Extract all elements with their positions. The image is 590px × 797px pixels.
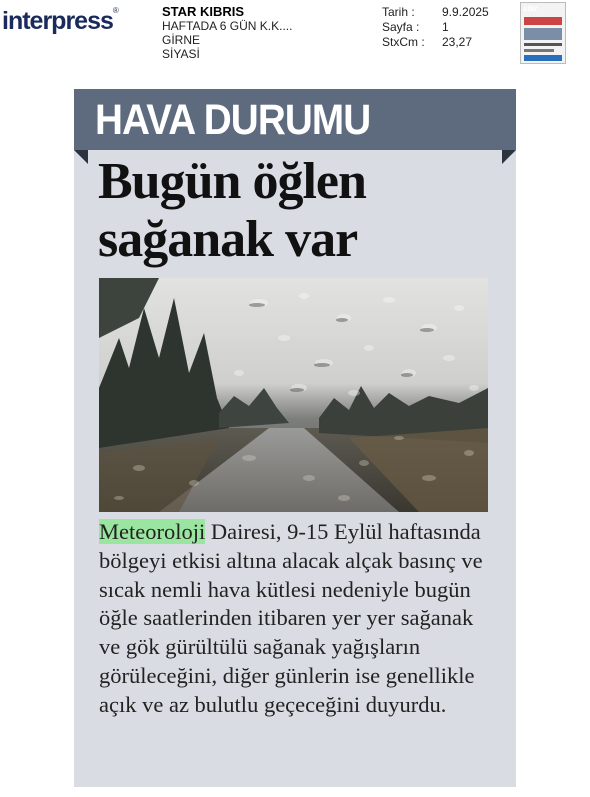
thumbnail-title: star <box>523 4 538 13</box>
meta-value: 9.9.2025 <box>442 5 489 19</box>
meta-row-page <box>382 20 489 35</box>
meta-row-stxcm <box>382 35 489 50</box>
meta-value: 23,27 <box>442 35 473 49</box>
headline-line: sağanak var <box>98 211 358 268</box>
article-body <box>99 518 494 720</box>
band-fold-right <box>502 150 516 164</box>
headline-line: Bugün öğlen <box>98 153 366 210</box>
clip-meta <box>382 5 489 50</box>
thumbnail-line <box>524 49 554 52</box>
thumbnail-photo <box>524 28 562 40</box>
meta-label: Tarih : <box>382 5 415 19</box>
meta-label: StxCm : <box>382 35 425 49</box>
publication-frequency: HAFTADA 6 GÜN K.K.... <box>162 19 293 33</box>
rainy-windshield-photo <box>99 278 488 512</box>
meta-label: Sayfa : <box>382 20 420 34</box>
article-headline <box>98 153 498 269</box>
section-title: HAVA DURUMU <box>95 96 371 144</box>
thumbnail-line <box>524 43 562 46</box>
logo-text: interpress <box>2 7 113 35</box>
photo-svg <box>99 278 488 512</box>
body-text: Dairesi, 9-15 Eylül haftasında bölgeyi etkisi altına alacak alçak basınç ve sıcak nemli hava kütlesi nedeniyle bugün öğle saatlerinden itibaren yer yer sağanak ve gök gürültülü sağanak yağışların görüleceğini, diğer günlerin ise genellikle açık ve az bulutlu geçeceğini duyurdu. <box>99 519 483 717</box>
thumbnail-block <box>524 17 562 25</box>
highlighted-keyword: Meteoroloji <box>99 519 206 544</box>
publication-info <box>162 5 292 61</box>
publication-city: GİRNE <box>162 33 201 47</box>
interpress-logo <box>2 6 126 36</box>
publication-category: SİYASİ <box>162 47 200 61</box>
thumbnail-block <box>524 55 562 61</box>
page-thumbnail[interactable] <box>520 2 566 64</box>
publication-name: STAR KIBRIS <box>162 4 245 19</box>
meta-row-date <box>382 5 489 20</box>
band-fold-left <box>74 150 88 164</box>
registered-mark: ® <box>112 6 119 15</box>
meta-value: 1 <box>442 20 449 34</box>
